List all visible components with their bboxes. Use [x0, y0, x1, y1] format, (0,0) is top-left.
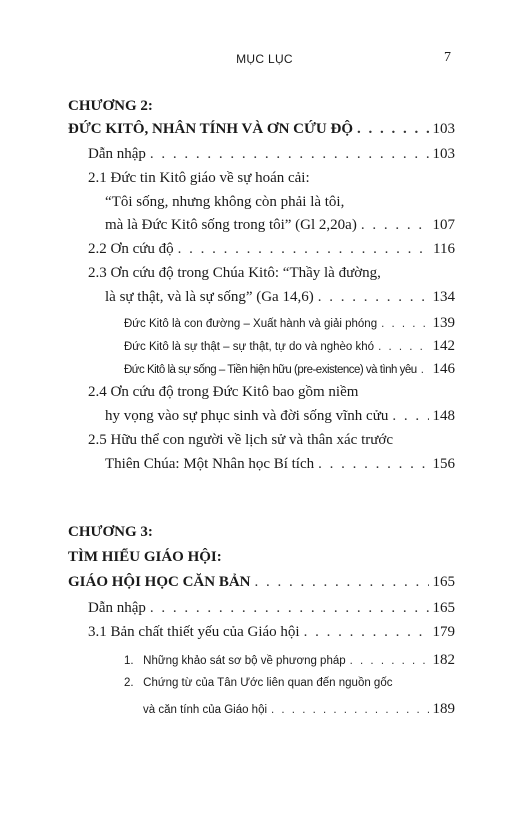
toc-entry-page: 146 [432, 361, 455, 377]
toc-entry-text: 1. Những khảo sát sơ bộ về phương pháp [124, 655, 346, 667]
toc-subentry[interactable] [124, 361, 455, 378]
dot-leader [381, 318, 428, 330]
chapter-2-title-text: ĐỨC KITÔ, NHÂN TÍNH VÀ ƠN CỨU ĐỘ [68, 121, 354, 137]
dot-leader [357, 121, 428, 138]
toc-entry-page: 165 [432, 600, 455, 616]
toc-entry-text[interactable]: 2.1 Đức tin Kitô giáo về sự hoán cải: [88, 170, 310, 186]
dot-leader [255, 574, 429, 591]
running-header-title: MỤC LỤC [236, 52, 293, 66]
toc-entry-text: là sự thật, và là sự sống” (Ga 14,6) [105, 289, 314, 305]
dot-leader [350, 655, 429, 667]
toc-entry-page: 107 [432, 217, 455, 233]
chapter-3-title[interactable] [68, 574, 455, 591]
toc-entry[interactable] [105, 217, 455, 234]
chapter-2-title-page: 103 [432, 121, 455, 137]
toc-entry-text[interactable]: 2. Chứng từ của Tân Ước liên quan đến nguồn gốc [124, 677, 393, 689]
toc-entry[interactable] [105, 289, 455, 306]
chapter-3-title-text: GIÁO HỘI HỌC CĂN BẢN [68, 574, 251, 590]
dot-leader [150, 146, 429, 163]
toc-entry-text: 3.1 Bản chất thiết yếu của Giáo hội [88, 624, 300, 640]
dot-leader [378, 341, 428, 353]
toc-subentry[interactable] [124, 652, 455, 669]
chapter-3-label: CHƯƠNG 3: [68, 524, 153, 540]
toc-entry-page: 134 [432, 289, 455, 305]
dot-leader [361, 217, 429, 234]
toc-entry-text: “Tôi sống, nhưng không còn phải là tôi, [105, 194, 345, 210]
toc-entry-page: 103 [432, 146, 455, 162]
toc-entry-text: Dẫn nhập [88, 600, 146, 616]
toc-entry-page: 142 [432, 338, 455, 354]
page-number: 7 [444, 50, 451, 65]
toc-entry-page: 156 [432, 456, 455, 472]
toc-entry-text[interactable]: 2.5 Hữu thể con người về lịch sử và thân xác trước [88, 432, 393, 448]
toc-entry-page: 179 [432, 624, 455, 640]
toc-subentry[interactable] [143, 701, 455, 718]
toc-entry[interactable] [88, 624, 455, 641]
toc-entry[interactable] [105, 408, 455, 425]
dot-leader [318, 289, 429, 306]
toc-entry-text[interactable]: 2.4 Ơn cứu độ trong Đức Kitô bao gồm niềm [88, 384, 359, 400]
toc-entry-text: và căn tính của Giáo hội [143, 704, 268, 716]
toc-entry-page: 148 [432, 408, 455, 424]
toc-entry-text: mà là Đức Kitô sống trong tôi” (Gl 2,20a) [105, 217, 357, 233]
toc-subentry[interactable] [124, 315, 455, 332]
toc-entry-text: 2.2 Ơn cứu độ [88, 241, 174, 257]
chapter-3-title-page: 165 [432, 574, 455, 590]
toc-entry[interactable] [88, 146, 455, 163]
dot-leader [178, 241, 429, 258]
toc-entry-text: Thiên Chúa: Một Nhân học Bí tích [105, 456, 315, 472]
dot-leader [304, 624, 429, 641]
toc-entry-page: 116 [433, 241, 455, 257]
dot-leader [421, 364, 429, 376]
toc-entry-text: hy vọng vào sự phục sinh và đời sống vĩnh cửu [105, 408, 389, 424]
toc-entry-page: 182 [432, 652, 455, 668]
chapter-2-title[interactable] [68, 121, 455, 138]
dot-leader [318, 456, 428, 473]
dot-leader [150, 600, 429, 617]
dot-leader [392, 408, 428, 425]
toc-entry-page: 189 [432, 701, 455, 717]
chapter-2-label: CHƯƠNG 2: [68, 98, 153, 114]
chapter-3-title-line1[interactable]: TÌM HIỂU GIÁO HỘI: [68, 549, 222, 565]
toc-entry-text: Đức Kitô là con đường – Xuất hành và giải phóng [124, 318, 378, 330]
toc-entry[interactable] [105, 456, 455, 473]
toc-entry-text: Đức Kitô là sự thật – sự thật, tự do và nghèo khó [124, 341, 375, 353]
toc-entry[interactable] [88, 241, 455, 258]
toc-entry-text: Đức Kitô là sự sống – Tiền hiện hữu (pre-existence) và tình yêu [124, 364, 417, 376]
toc-entry-text: Dẫn nhập [88, 146, 146, 162]
toc-entry[interactable] [88, 600, 455, 617]
dot-leader [271, 704, 428, 716]
toc-entry-page: 139 [432, 315, 455, 331]
toc-subentry[interactable] [124, 338, 455, 355]
toc-entry-text[interactable]: 2.3 Ơn cứu độ trong Chúa Kitô: “Thầy là đường, [88, 265, 381, 281]
